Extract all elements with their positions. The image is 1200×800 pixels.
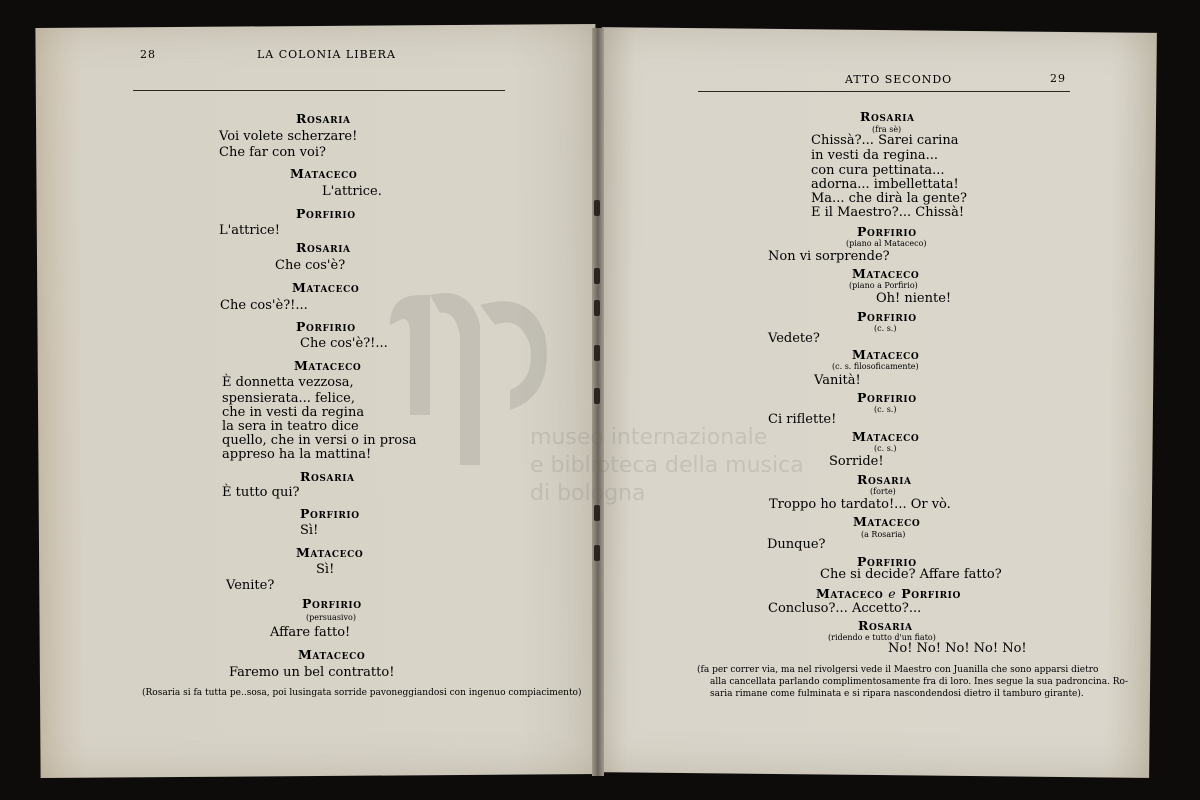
binding-stitch (594, 300, 600, 316)
verse-line: Sì! (316, 562, 335, 577)
verse-line: Vedete? (768, 331, 820, 346)
speaker-name: Porfirio (296, 319, 356, 334)
verse-line: Voi volete scherzare! (219, 129, 358, 144)
verse-line: E il Maestro?... Chissà! (811, 205, 965, 220)
binding-stitch (594, 200, 600, 216)
speaker-name: Rosaria (858, 618, 913, 633)
verse-line: Che far con voi? (219, 145, 326, 160)
speaker-name: Mataceco (816, 586, 884, 601)
stage-note-line: saria rimane come fulminata e si ripara nascondendosi dietro il tamburo girante). (710, 689, 1084, 699)
verse-line: che in vesti da regina (222, 405, 365, 420)
verse-line: Sì! (300, 523, 319, 538)
speaker-name: Rosaria (860, 109, 915, 124)
stage-direction: (piano al Mataceco) (846, 239, 927, 248)
stage-direction: (c. s.) (874, 324, 897, 333)
speaker-name: Porfirio (901, 586, 961, 601)
speaker-name: Porfirio (300, 506, 360, 521)
speaker-pair (816, 586, 961, 601)
verse-line: Che cos'è?!... (220, 298, 308, 313)
speaker-name: Mataceco (290, 166, 358, 181)
stage-direction: (a Rosaria) (861, 530, 906, 539)
verse-line: Affare fatto! (270, 625, 351, 640)
speaker-name: Rosaria (857, 472, 912, 487)
verse-line: È donnetta vezzosa, (222, 375, 354, 390)
speaker-name: Mataceco (852, 266, 920, 281)
verse-line: Ma... che dirà la gente? (811, 191, 967, 206)
verse-line: con cura pettinata... (811, 163, 945, 178)
verse-line: È tutto qui? (222, 485, 300, 500)
verse-line: Che si decide? Affare fatto? (820, 567, 1002, 582)
speaker-name: Porfirio (296, 206, 356, 221)
verse-line: Non vi sorprende? (768, 249, 890, 264)
speaker-name: Porfirio (857, 390, 917, 405)
speaker-name: Rosaria (296, 240, 351, 255)
stage-direction: (fra sè) (872, 125, 902, 134)
stage-direction: (persuasivo) (306, 613, 356, 622)
verse-line: Venite? (226, 578, 275, 593)
verse-line: L'attrice. (322, 184, 382, 199)
speaker-name: Rosaria (296, 111, 351, 126)
running-title-right: ATTO SECONDO (845, 73, 953, 86)
stage-direction: (c. s.) (874, 444, 897, 453)
stage-note-line: (fa per correr via, ma nel rivolgersi vede il Maestro con Juanilla che sono apparsi dietro (697, 665, 1099, 675)
stage-direction: (c. s.) (874, 405, 897, 414)
speaker-name: Mataceco (298, 647, 366, 662)
stage-note-line: alla cancellata parlando complimentosamente fra di loro. Ines segue la sua padroncina. Ro- (710, 677, 1129, 687)
binding-stitch (594, 545, 600, 561)
verse-line: Concluso?... Accetto?... (768, 601, 922, 616)
verse-line: quello, che in versi o in prosa (222, 433, 417, 448)
speaker-name: Mataceco (852, 429, 920, 444)
verse-line: appreso ha la mattina! (222, 447, 372, 462)
verse-line: Chissà?... Sarei carina (811, 133, 959, 148)
verse-line: Troppo ho tardato!... Or vò. (769, 497, 951, 512)
verse-line: No! No! No! No! No! (888, 641, 1027, 656)
header-rule-left (133, 90, 505, 91)
verse-line: Dunque? (767, 537, 826, 552)
verse-line: L'attrice! (219, 223, 280, 238)
stage-direction: (forte) (870, 487, 896, 496)
conjunction: e (888, 586, 897, 601)
binding-stitch (594, 505, 600, 521)
speaker-name: Mataceco (292, 280, 360, 295)
binding-stitch (594, 345, 600, 361)
speaker-name: Porfirio (302, 596, 362, 611)
binding-stitch (594, 388, 600, 404)
verse-line: Ci riflette! (768, 412, 837, 427)
verse-line: Che cos'è? (275, 258, 346, 273)
running-title-left: LA COLONIA LIBERA (257, 48, 396, 61)
speaker-name: Mataceco (853, 514, 921, 529)
verse-line: Faremo un bel contratto! (229, 665, 395, 680)
header-rule-right (698, 91, 1070, 92)
page-number-right: 29 (1050, 72, 1066, 85)
verse-line: spensierata... felice, (222, 391, 355, 406)
speaker-name: Rosaria (300, 469, 355, 484)
stage-direction: (piano a Porfirio) (849, 281, 918, 290)
speaker-name: Mataceco (294, 358, 362, 373)
verse-line: la sera in teatro dice (222, 419, 359, 434)
verse-line: Che cos'è?!... (300, 336, 388, 351)
verse-line: adorna... imbellettata! (811, 177, 959, 192)
verse-line: Vanità! (814, 373, 861, 388)
speaker-name: Mataceco (852, 347, 920, 362)
page-number-left: 28 (140, 48, 156, 61)
speaker-name: Mataceco (296, 545, 364, 560)
speaker-name: Porfirio (857, 554, 917, 569)
stage-note: (Rosaria si fa tutta pe..sosa, poi lusingata sorride pavoneggiandosi con ingenuo compiacimento) (142, 688, 582, 698)
stage-direction: (c. s. filosoficamente) (832, 362, 919, 371)
speaker-name: Porfirio (857, 224, 917, 239)
binding-stitch (594, 268, 600, 284)
verse-line: Oh! niente! (876, 291, 952, 306)
verse-line: in vesti da regina... (811, 148, 938, 163)
speaker-name: Porfirio (857, 309, 917, 324)
verse-line: Sorride! (829, 454, 884, 469)
stage-direction: (ridendo e tutto d'un fiato) (828, 633, 936, 642)
